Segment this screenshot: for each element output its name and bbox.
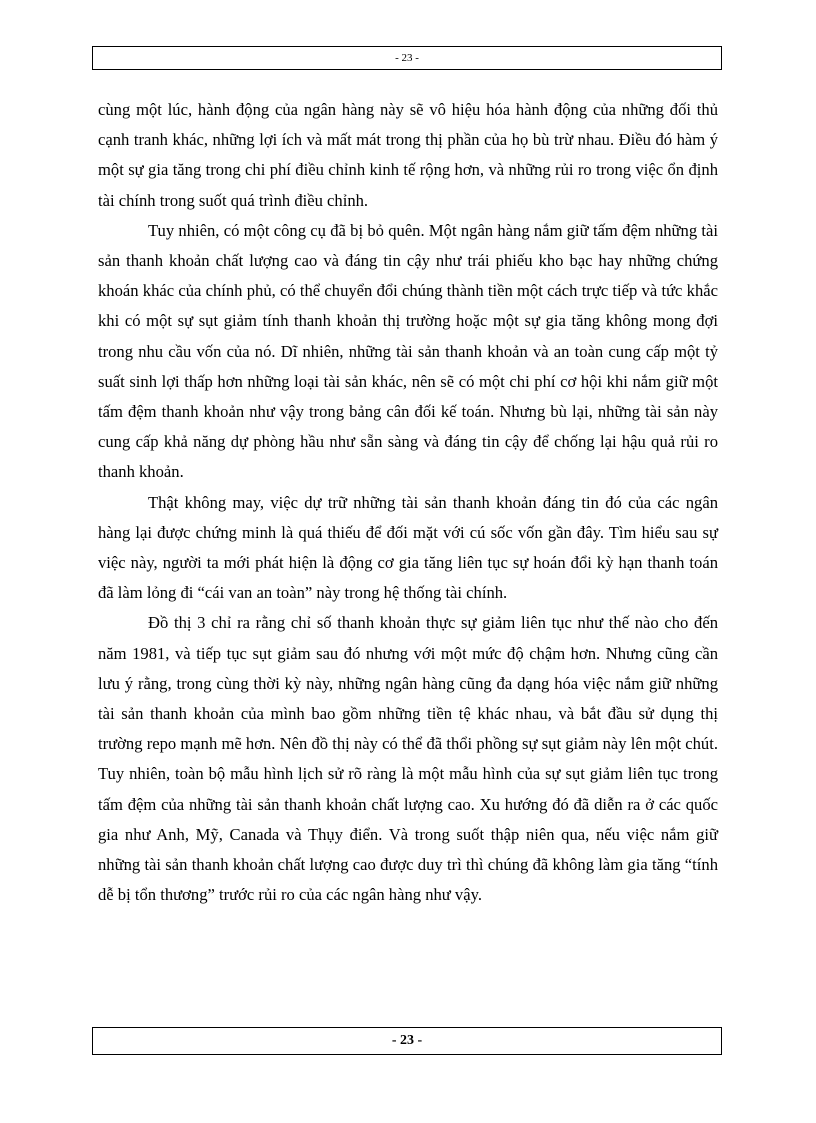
document-body <box>98 95 718 910</box>
header-page-number: - 23 - <box>395 52 419 64</box>
paragraph-forgotten-tool: Tuy nhiên, có một công cụ đã bị bỏ quên. Một ngân hàng nắm giữ tấm đệm những tài sản thanh khoản chất lượng cao và đáng tin cậy như trái phiếu kho bạc hay những chứng khoán khác của chính phủ, có thể chuyển đổi chúng thành tiền một cách trực tiếp và tức khắc khi có một sự sụt giảm tính thanh khoản thị trường hoặc một sự gia tăng không mong đợi trong nhu cầu vốn của nó. Dĩ nhiên, những tài sản thanh khoản và an toàn cung cấp một tỷ suất sinh lợi thấp hơn những loại tài sản khác, nên sẽ có một chi phí cơ hội khi nắm giữ một tấm đệm thanh khoản như vậy trong bảng cân đối kế toán. Nhưng bù lại, những tài sản này cung cấp khả năng dự phòng hầu như sẵn sàng và đáng tin cậy để chống lại hậu quả rủi ro thanh khoản. <box>98 220 718 482</box>
page-header <box>92 46 722 70</box>
paragraph-continuation: cùng một lúc, hành động của ngân hàng này sẽ vô hiệu hóa hành động của những đối thủ cạnh tranh khác, những lợi ích và mất mát trong thị phần của họ bù trừ nhau. Điều đó hàm ý một sự gia tăng trong chi phí điều chỉnh kinh tế rộng hơn, và những rủi ro trong việc ổn định tài chính trong suốt quá trình điều chỉnh. <box>98 100 718 210</box>
page-footer <box>92 1027 722 1055</box>
paragraph-chart-3-discussion: Đồ thị 3 chỉ ra rằng chỉ số thanh khoản thực sự giảm liên tục như thế nào cho đến năm 1981, và tiếp tục sụt giảm sau đó nhưng với một mức độ chậm hơn. Nhưng cũng cần lưu ý rằng, trong cùng thời kỳ này, những ngân hàng cũng đa dạng hóa việc nắm giữ những tài sản thanh khoản của mình bao gồm những tiền tệ khác nhau, và bắt đầu sử dụng thị trường repo mạnh mẽ hơn. Nên đồ thị này có thể đã thổi phồng sự sụt giảm này lên một chút. Tuy nhiên, toàn bộ mẫu hình lịch sử rõ ràng là một mẫu hình của sự sụt giảm liên tục trong tấm đệm của những tài sản thanh khoản chất lượng cao. Xu hướng đó đã diễn ra ở các quốc gia như Anh, Mỹ, Canada và Thụy điển. Và trong suốt thập niên qua, nếu việc nắm giữ những tài sản thanh khoản chất lượng cao được duy trì thì chúng đã không làm gia tăng “tính dễ bị tổn thương” trước rủi ro của các ngân hàng như vậy. <box>98 613 718 905</box>
footer-page-number: - 23 - <box>391 1033 423 1048</box>
paragraph-reserves-shortfall: Thật không may, việc dự trữ những tài sản thanh khoản đáng tin đó của các ngân hàng lại được chứng minh là quá thiếu để đối mặt với cú sốc vốn gần đây. Tìm hiểu sau sự việc này, người ta mới phát hiện là động cơ gia tăng liên tục sự hoán đổi kỳ hạn thanh toán đã làm lỏng đi “cái van an toàn” này trong hệ thống tài chính. <box>98 492 718 603</box>
